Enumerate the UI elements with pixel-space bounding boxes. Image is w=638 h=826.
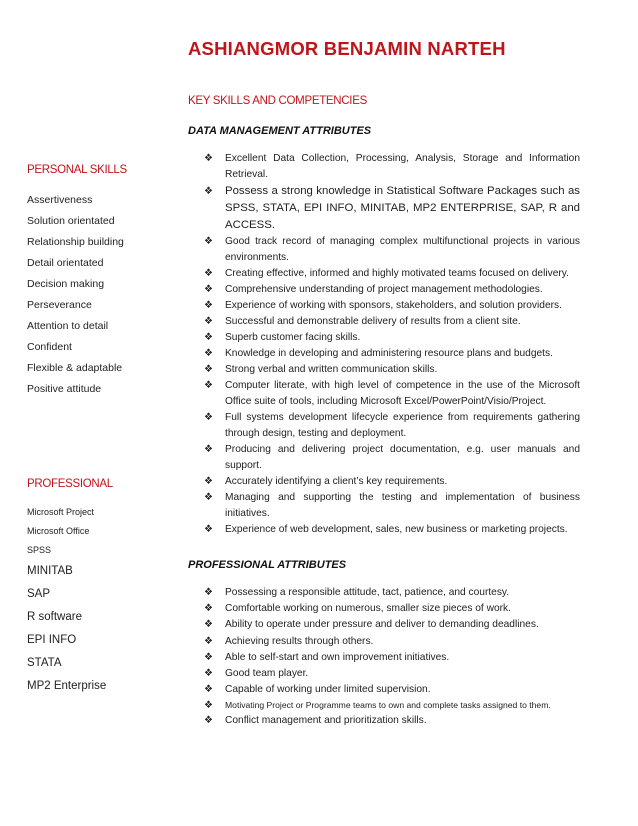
list-item: ❖ Producing and delivering project documentation, e.g. user manuals and support. — [204, 444, 580, 471]
professional-heading: PROFESSIONAL — [27, 478, 113, 490]
personal-skill-item: Attention to detail — [27, 320, 109, 332]
personal-skills-heading: PERSONAL SKILLS — [27, 164, 127, 176]
list-item: ❖ Good team player. — [203, 666, 580, 682]
professional-tool-item: SPSS — [27, 545, 52, 555]
list-item: ❖ Accurately identifying a client’s key requirements. — [203, 474, 580, 490]
list-item: ❖ Excellent Data Collection, Processing, Analysis, Storage and Information Retrieval. — [204, 153, 580, 180]
diamond-bullet-icon: ❖ — [204, 316, 213, 327]
list-item: ❖ Motivating Project or Programme teams to own and complete tasks assigned to them. — [204, 700, 551, 712]
list-item: ❖ Good track record of managing complex multifunctional projects in various environments. — [204, 236, 580, 263]
personal-skill-item: Positive attitude — [27, 383, 102, 395]
section-title-key-skills: KEY SKILLS AND COMPETENCIES — [188, 95, 367, 107]
diamond-bullet-icon: ❖ — [204, 668, 213, 680]
list-item: ❖ Full systems development lifecycle experience from requirements gathering through design, testing and deployment. — [204, 412, 580, 439]
list-item: ❖ Experience of working with sponsors, stakeholders, and solution providers. — [203, 298, 580, 314]
diamond-bullet-icon: ❖ — [204, 651, 213, 663]
diamond-bullet-icon: ❖ — [204, 412, 213, 423]
diamond-bullet-icon: ❖ — [204, 380, 213, 391]
professional-tools-list — [27, 503, 106, 698]
personal-skill-item: Perseverance — [27, 299, 92, 311]
list-item: ❖ Computer literate, with high level of competence in the use of the Microsoft Office suite of tools, including Microsoft Excel/PowerPoint/Visio/Project. — [204, 380, 580, 407]
list-item: ❖ Managing and supporting the testing and implementation of business initiatives. — [204, 492, 580, 519]
professional-tool-item: Microsoft Office — [27, 526, 90, 536]
data-management-list — [203, 151, 580, 538]
diamond-bullet-icon: ❖ — [204, 603, 213, 615]
professional-tool-item: MINITAB — [27, 565, 73, 577]
list-item: ❖ Comfortable working on numerous, smaller size pieces of work. — [203, 601, 580, 617]
personal-skills-list — [27, 190, 124, 400]
professional-attributes-list — [203, 585, 580, 730]
diamond-bullet-icon: ❖ — [204, 684, 213, 696]
diamond-bullet-icon: ❖ — [204, 619, 213, 631]
professional-tool-item: MP2 Enterprise — [27, 680, 107, 692]
list-item: ❖ Conflict management and prioritization skills. — [203, 713, 580, 729]
professional-tool-item: STATA — [27, 657, 62, 669]
diamond-bullet-icon: ❖ — [204, 348, 213, 359]
diamond-bullet-icon: ❖ — [204, 524, 213, 535]
diamond-bullet-icon: ❖ — [204, 444, 213, 455]
diamond-bullet-icon: ❖ — [204, 635, 213, 647]
personal-skill-item: Relationship building — [27, 236, 124, 248]
professional-attributes-heading: PROFESSIONAL ATTRIBUTES — [188, 559, 347, 571]
diamond-bullet-icon: ❖ — [204, 186, 213, 197]
list-item: ❖ Ability to operate under pressure and deliver to demanding deadlines. — [203, 617, 580, 633]
diamond-bullet-icon: ❖ — [204, 492, 213, 503]
personal-skill-item: Flexible & adaptable — [27, 362, 123, 374]
list-item: ❖ Superb customer facing skills. — [203, 330, 580, 346]
professional-tool-item: R software — [27, 611, 82, 623]
professional-tool-item: Microsoft Project — [27, 507, 95, 517]
personal-skill-item: Solution orientated — [27, 215, 115, 227]
list-item: ❖ Comprehensive understanding of project management methodologies. — [203, 282, 580, 298]
diamond-bullet-icon: ❖ — [204, 332, 213, 343]
list-item: ❖ Creating effective, informed and highly motivated teams focused on delivery. — [203, 266, 580, 282]
diamond-bullet-icon: ❖ — [204, 300, 213, 311]
diamond-bullet-icon: ❖ — [204, 153, 213, 164]
personal-skill-item: Decision making — [27, 278, 105, 290]
list-item: ❖ Knowledge in developing and administering resource plans and budgets. — [203, 346, 580, 362]
professional-tool-item: EPI INFO — [27, 634, 77, 646]
diamond-bullet-icon: ❖ — [204, 236, 213, 247]
list-item: ❖ Capable of working under limited supervision. — [203, 682, 580, 698]
diamond-bullet-icon: ❖ — [204, 284, 213, 295]
personal-skill-item: Confident — [27, 341, 72, 353]
candidate-name: ASHIANGMOR BENJAMIN NARTEH — [188, 38, 506, 59]
data-management-heading: DATA MANAGEMENT ATTRIBUTES — [188, 125, 372, 137]
diamond-bullet-icon: ❖ — [204, 476, 213, 487]
diamond-bullet-icon: ❖ — [204, 268, 213, 279]
list-item: ❖ Possessing a responsible attitude, tact, patience, and courtesy. — [203, 585, 580, 601]
personal-skill-item: Detail orientated — [27, 257, 104, 269]
list-item: ❖ Possess a strong knowledge in Statistical Software Packages such as SPSS, STATA, EPI INFO, MINITAB, MP2 ENTERPRISE, SAP, R and ACCESS. — [204, 185, 580, 231]
professional-tool-item: SAP — [27, 588, 51, 600]
diamond-bullet-icon: ❖ — [204, 364, 213, 375]
list-item: ❖ Able to self-start and own improvement initiatives. — [203, 650, 580, 666]
personal-skill-item: Assertiveness — [27, 194, 93, 206]
list-item: ❖ Achieving results through others. — [203, 634, 580, 650]
list-item: ❖ Experience of web development, sales, new business or marketing projects. — [203, 522, 580, 538]
list-item: ❖ Successful and demonstrable delivery of results from a client site. — [203, 314, 580, 330]
diamond-bullet-icon: ❖ — [204, 700, 213, 712]
list-item: ❖ Strong verbal and written communication skills. — [203, 362, 580, 378]
diamond-bullet-icon: ❖ — [204, 715, 213, 727]
diamond-bullet-icon: ❖ — [204, 587, 213, 598]
